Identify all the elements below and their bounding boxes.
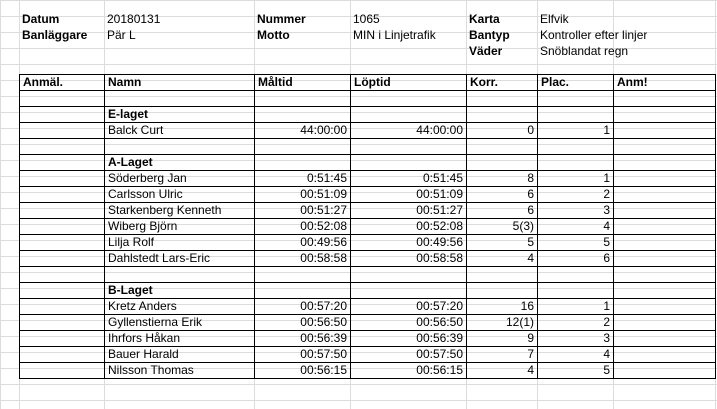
cell-anmal[interactable] <box>20 203 105 219</box>
empty-cell[interactable] <box>351 283 467 299</box>
cell-loptid[interactable]: 44:00:00 <box>351 123 467 139</box>
cell-anmal[interactable] <box>20 235 105 251</box>
group-name[interactable]: E-laget <box>105 107 255 123</box>
table-row <box>20 251 716 267</box>
cell-loptid[interactable]: 00:57:50 <box>351 347 467 363</box>
cell-anmal[interactable] <box>20 299 105 315</box>
vader-label: Väder <box>469 44 503 58</box>
cell-maltid[interactable]: 00:57:50 <box>255 347 351 363</box>
table-row <box>20 203 716 219</box>
cell-maltid[interactable]: 00:57:20 <box>255 299 351 315</box>
spacer-row <box>20 91 716 107</box>
empty-cell[interactable] <box>255 107 351 123</box>
table-row <box>20 363 716 379</box>
cell-anmal[interactable] <box>20 315 105 331</box>
karta-value[interactable]: Elfvik <box>540 12 569 26</box>
cell-namn[interactable]: Lilja Rolf <box>105 235 255 251</box>
empty-cell[interactable] <box>20 91 105 107</box>
column-header-korr[interactable]: Korr. <box>467 75 538 91</box>
cell-plac[interactable]: 5 <box>538 363 614 379</box>
empty-cell[interactable] <box>351 91 467 107</box>
empty-cell[interactable] <box>538 155 614 171</box>
cell-loptid[interactable]: 00:56:39 <box>351 331 467 347</box>
cell-loptid[interactable]: 00:56:15 <box>351 363 467 379</box>
cell-namn[interactable]: Carlsson Ulric <box>105 187 255 203</box>
cell-anmal[interactable] <box>20 331 105 347</box>
cell-korr[interactable]: 4 <box>467 363 538 379</box>
empty-cell[interactable] <box>255 283 351 299</box>
empty-cell[interactable] <box>614 155 716 171</box>
empty-cell[interactable] <box>351 155 467 171</box>
empty-cell[interactable] <box>20 267 105 283</box>
cell-anmal[interactable] <box>20 363 105 379</box>
column-header-anmal[interactable]: Anmäl. <box>20 75 105 91</box>
spacer-row <box>20 139 716 155</box>
cell-plac[interactable]: 3 <box>538 331 614 347</box>
empty-cell[interactable] <box>614 283 716 299</box>
empty-cell[interactable] <box>255 155 351 171</box>
cell-loptid[interactable]: 00:51:09 <box>351 187 467 203</box>
cell-maltid[interactable]: 00:49:56 <box>255 235 351 251</box>
group-header-row <box>20 283 716 299</box>
cell-plac[interactable]: 1 <box>538 171 614 187</box>
cell-loptid[interactable]: 00:49:56 <box>351 235 467 251</box>
nummer-value[interactable]: 1065 <box>353 12 380 26</box>
cell-plac[interactable]: 4 <box>538 347 614 363</box>
empty-cell[interactable] <box>467 155 538 171</box>
empty-cell[interactable] <box>255 139 351 155</box>
cell-plac[interactable]: 2 <box>538 315 614 331</box>
empty-cell[interactable] <box>467 283 538 299</box>
column-header-anm[interactable]: Anm! <box>614 75 716 91</box>
cell-korr[interactable]: 8 <box>467 171 538 187</box>
empty-cell[interactable] <box>105 91 255 107</box>
nummer-label: Nummer <box>257 12 306 26</box>
empty-cell[interactable] <box>351 267 467 283</box>
empty-cell[interactable] <box>255 91 351 107</box>
empty-cell[interactable] <box>614 267 716 283</box>
empty-cell[interactable] <box>538 107 614 123</box>
cell-anm[interactable] <box>614 251 716 267</box>
group-name[interactable]: B-Laget <box>105 283 255 299</box>
table-row <box>20 299 716 315</box>
cell-anmal[interactable] <box>20 123 105 139</box>
cell-maltid[interactable]: 44:00:00 <box>255 123 351 139</box>
cell-maltid[interactable]: 00:56:15 <box>255 363 351 379</box>
cell-plac[interactable]: 1 <box>538 299 614 315</box>
cell-plac[interactable]: 4 <box>538 219 614 235</box>
empty-cell[interactable] <box>614 107 716 123</box>
cell-korr[interactable]: 0 <box>467 123 538 139</box>
cell-namn[interactable]: Kretz Anders <box>105 299 255 315</box>
cell-maltid[interactable]: 00:58:58 <box>255 251 351 267</box>
empty-cell[interactable] <box>467 91 538 107</box>
table-row <box>20 315 716 331</box>
cell-maltid[interactable]: 00:56:50 <box>255 315 351 331</box>
column-header-namn[interactable]: Namn <box>105 75 255 91</box>
cell-anmal[interactable] <box>20 171 105 187</box>
cell-korr[interactable]: 6 <box>467 187 538 203</box>
cell-maltid[interactable]: 0:51:45 <box>255 171 351 187</box>
empty-cell[interactable] <box>105 139 255 155</box>
cell-anm[interactable] <box>614 235 716 251</box>
empty-cell[interactable] <box>20 139 105 155</box>
empty-cell[interactable] <box>538 139 614 155</box>
cell-anm[interactable] <box>614 123 716 139</box>
banlaggare-label: Banläggare <box>22 28 88 42</box>
cell-namn[interactable]: Gyllenstierna Erik <box>105 315 255 331</box>
cell-korr[interactable]: 12(1) <box>467 315 538 331</box>
cell-anm[interactable] <box>614 171 716 187</box>
cell-anm[interactable] <box>614 363 716 379</box>
cell-namn[interactable]: Bauer Harald <box>105 347 255 363</box>
cell-namn[interactable]: Ihrfors Håkan <box>105 331 255 347</box>
table-row <box>20 235 716 251</box>
table-row <box>20 171 716 187</box>
spacer-row <box>20 267 716 283</box>
empty-cell[interactable] <box>467 107 538 123</box>
cell-anm[interactable] <box>614 331 716 347</box>
motto-value[interactable]: MIN i Linjetrafik <box>353 28 436 42</box>
cell-loptid[interactable]: 00:57:20 <box>351 299 467 315</box>
karta-label: Karta <box>469 12 500 26</box>
empty-cell[interactable] <box>20 283 105 299</box>
cell-anm[interactable] <box>614 315 716 331</box>
cell-korr[interactable]: 5(3) <box>467 219 538 235</box>
cell-anm[interactable] <box>614 219 716 235</box>
cell-anmal[interactable] <box>20 187 105 203</box>
results-body <box>20 91 716 379</box>
cell-namn[interactable]: Wiberg Björn <box>105 219 255 235</box>
cell-maltid[interactable]: 00:51:09 <box>255 187 351 203</box>
cell-anmal[interactable] <box>20 347 105 363</box>
cell-anm[interactable] <box>614 347 716 363</box>
cell-anmal[interactable] <box>20 251 105 267</box>
empty-cell[interactable] <box>538 91 614 107</box>
cell-korr[interactable]: 9 <box>467 331 538 347</box>
cell-namn[interactable]: Dahlstedt Lars-Eric <box>105 251 255 267</box>
bantyp-label: Bantyp <box>469 28 510 42</box>
empty-cell[interactable] <box>20 107 105 123</box>
column-header-loptid[interactable]: Löptid <box>351 75 467 91</box>
cell-loptid[interactable]: 00:56:50 <box>351 315 467 331</box>
cell-anm[interactable] <box>614 203 716 219</box>
cell-namn[interactable]: Söderberg Jan <box>105 171 255 187</box>
bantyp-value[interactable]: Kontroller efter linjer <box>540 28 648 42</box>
cell-namn[interactable]: Nilsson Thomas <box>105 363 255 379</box>
cell-loptid[interactable]: 00:51:27 <box>351 203 467 219</box>
table-row <box>20 123 716 139</box>
cell-plac[interactable]: 2 <box>538 187 614 203</box>
empty-cell[interactable] <box>614 139 716 155</box>
cell-maltid[interactable]: 00:51:27 <box>255 203 351 219</box>
column-header-plac[interactable]: Plac. <box>538 75 614 91</box>
cell-plac[interactable]: 1 <box>538 123 614 139</box>
cell-loptid[interactable]: 0:51:45 <box>351 171 467 187</box>
group-name[interactable]: A-Laget <box>105 155 255 171</box>
cell-plac[interactable]: 6 <box>538 251 614 267</box>
empty-cell[interactable] <box>538 283 614 299</box>
cell-plac[interactable]: 5 <box>538 235 614 251</box>
cell-maltid[interactable]: 00:56:39 <box>255 331 351 347</box>
cell-korr[interactable]: 5 <box>467 235 538 251</box>
table-row <box>20 187 716 203</box>
cell-namn[interactable]: Starkenberg Kenneth <box>105 203 255 219</box>
empty-cell[interactable] <box>351 139 467 155</box>
datum-label: Datum <box>22 12 60 26</box>
column-header-maltid[interactable]: Måltid <box>255 75 351 91</box>
cell-maltid[interactable]: 00:52:08 <box>255 219 351 235</box>
empty-cell[interactable] <box>614 91 716 107</box>
cell-korr[interactable]: 4 <box>467 251 538 267</box>
empty-cell[interactable] <box>255 267 351 283</box>
motto-label: Motto <box>257 28 290 42</box>
table-row <box>20 331 716 347</box>
cell-anm[interactable] <box>614 299 716 315</box>
empty-cell[interactable] <box>20 155 105 171</box>
results-table <box>19 74 716 379</box>
cell-korr[interactable]: 7 <box>467 347 538 363</box>
empty-cell[interactable] <box>105 267 255 283</box>
table-row <box>20 347 716 363</box>
empty-cell[interactable] <box>467 139 538 155</box>
cell-anm[interactable] <box>614 187 716 203</box>
group-header-row <box>20 155 716 171</box>
cell-korr[interactable]: 16 <box>467 299 538 315</box>
group-header-row <box>20 107 716 123</box>
vader-value[interactable]: Snöblandat regn <box>540 44 629 58</box>
cell-korr[interactable]: 6 <box>467 203 538 219</box>
empty-cell[interactable] <box>351 107 467 123</box>
cell-namn[interactable]: Balck Curt <box>105 123 255 139</box>
cell-plac[interactable]: 3 <box>538 203 614 219</box>
empty-cell[interactable] <box>538 267 614 283</box>
datum-value[interactable]: 20180131 <box>107 12 161 26</box>
banlaggare-value[interactable]: Pär L <box>107 28 136 42</box>
empty-cell[interactable] <box>467 267 538 283</box>
cell-loptid[interactable]: 00:58:58 <box>351 251 467 267</box>
table-row <box>20 219 716 235</box>
cell-anmal[interactable] <box>20 219 105 235</box>
table-header-row <box>20 75 716 91</box>
cell-loptid[interactable]: 00:52:08 <box>351 219 467 235</box>
